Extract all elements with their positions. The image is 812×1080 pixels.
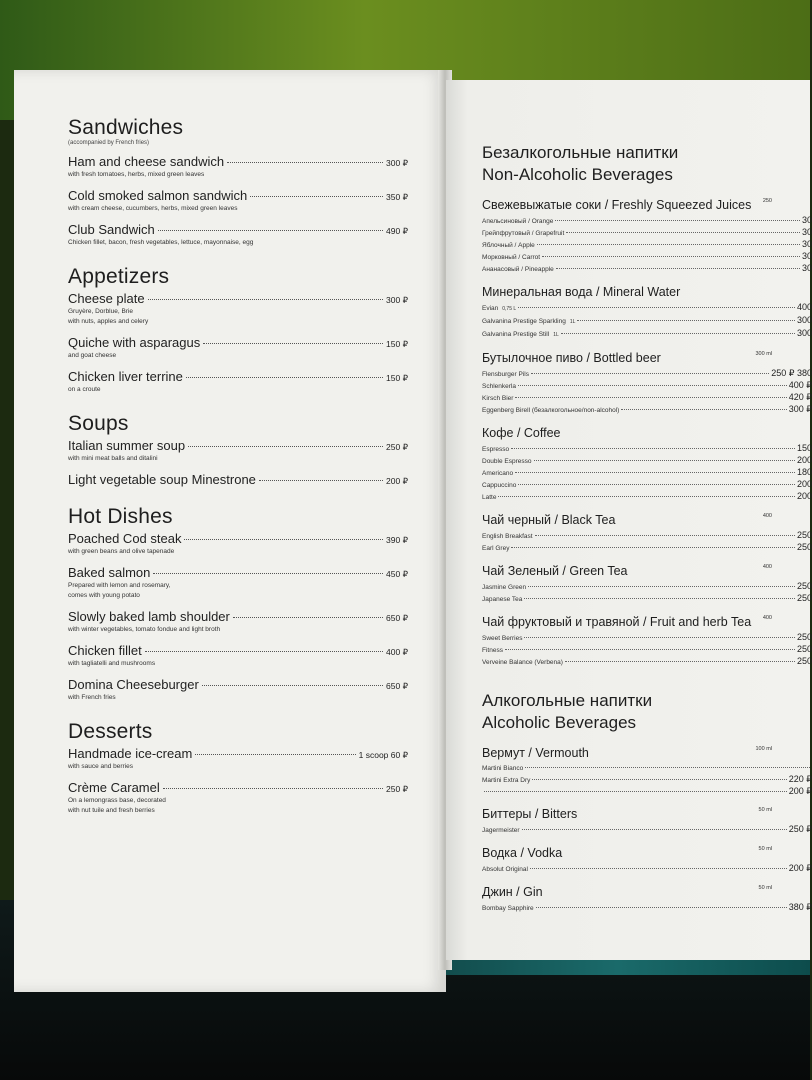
menu-item-description: with French fries	[68, 694, 116, 701]
drink-section	[482, 285, 812, 341]
drink-section-title	[482, 807, 812, 821]
menu-item-description: with fresh tomatoes, herbs, mixed green leaves	[68, 171, 205, 178]
dot-leader	[515, 472, 795, 473]
drink-item-price: 150	[796, 443, 812, 453]
menu-item-name: Poached Cod steak	[68, 531, 182, 546]
dot-leader	[524, 637, 795, 638]
drink-section-name: Чай фруктовый и травяной / Fruit and herb Tea	[482, 615, 752, 629]
menu-item-price: 350 ₽	[386, 192, 408, 202]
dot-leader	[566, 232, 800, 233]
drink-section-name: Водка / Vodka	[482, 846, 563, 860]
drink-item	[482, 542, 812, 554]
drink-item-name: Kirsch Bier	[482, 395, 514, 402]
drink-item	[482, 774, 812, 786]
dot-leader	[561, 333, 795, 334]
drink-item-volume: 1L	[569, 319, 576, 325]
menu-item	[68, 335, 408, 360]
menu-item-price: 250 ₽	[386, 442, 408, 452]
section-title: Appetizers	[68, 265, 170, 288]
dot-leader	[577, 320, 795, 321]
menu-item	[68, 746, 408, 771]
menu-item-description: with sauce and berries	[68, 763, 134, 770]
menu-item-name: Quiche with asparagus	[68, 335, 201, 350]
drink-section-title	[482, 885, 812, 899]
drink-item-price: 250 ₽	[788, 824, 812, 834]
drink-item-name: Galvanina Prestige Sparkling	[482, 318, 566, 325]
drink-item-name: Double Espresso	[482, 458, 532, 465]
food-menu	[68, 116, 408, 833]
menu-item-row	[68, 222, 408, 237]
dot-leader	[542, 256, 800, 257]
section-title: Soups	[68, 412, 129, 435]
alcoholic-sections	[482, 746, 812, 914]
menu-item-row	[68, 746, 408, 761]
drink-item	[482, 491, 812, 503]
menu-item-row	[68, 643, 408, 658]
drink-item-name: Bombay Sapphire	[482, 905, 534, 912]
menu-item-price: 650 ₽	[386, 681, 408, 691]
drink-item-price: 400 ₽	[788, 380, 812, 390]
drink-section-name: Кофе / Coffee	[482, 426, 561, 440]
drink-item-name: Martini Bianco	[482, 765, 524, 772]
drink-item	[482, 763, 812, 774]
dot-leader	[227, 162, 383, 163]
section-note: (accompanied by French fries)	[68, 140, 150, 146]
drink-item	[482, 530, 812, 542]
drink-item-price: 30	[801, 215, 812, 225]
non-alcoholic-title-en: Non-Alcoholic Beverages	[482, 165, 673, 184]
menu-section	[68, 116, 408, 247]
drink-item-volume: 0,75 L	[502, 306, 517, 312]
menu-item-row	[68, 335, 408, 350]
drink-item-price: 250	[796, 581, 812, 591]
menu-section	[68, 265, 408, 394]
alcoholic-title-ru: Алкогольные напитки	[482, 691, 653, 710]
drink-item-price: 400	[796, 302, 812, 312]
drink-item-name: Flensburger Pils	[482, 371, 529, 378]
drink-item-price: 30	[801, 263, 812, 273]
drink-item-price: 30	[801, 227, 812, 237]
menu-item	[68, 438, 408, 463]
menu-item-row	[68, 780, 408, 795]
drink-section-volume: 250	[762, 198, 772, 204]
drink-item	[482, 581, 812, 593]
drink-item-price: 200	[796, 479, 812, 489]
drink-item	[482, 302, 812, 315]
drink-item-name: Martini Extra Dry	[482, 777, 531, 784]
menu-item-price: 250 ₽	[386, 784, 408, 794]
drink-section-volume: 100 ml	[755, 746, 772, 752]
drink-item-price: 250 ₽ 380	[771, 368, 812, 378]
menu-item-row	[68, 677, 408, 692]
menu-item-description: on a croute	[68, 386, 101, 393]
dot-leader	[184, 539, 383, 540]
menu-item-name: Slowly baked lamb shoulder	[68, 609, 230, 624]
drink-section-name: Чай черный / Black Tea	[482, 513, 616, 527]
menu-item-price: 450 ₽	[386, 569, 408, 579]
drink-item-name: Fitness	[482, 647, 503, 654]
dot-leader	[518, 307, 795, 308]
alcoholic-header	[482, 690, 812, 734]
menu-item	[68, 154, 408, 179]
drink-item	[482, 251, 812, 263]
beverage-menu	[482, 132, 812, 924]
drink-section-name: Биттеры / Bitters	[482, 807, 578, 821]
drink-item-price: 300	[796, 328, 812, 338]
drink-item-price: 250	[796, 593, 812, 603]
drink-section-title	[482, 285, 812, 299]
dot-leader	[505, 649, 795, 650]
drink-item	[482, 644, 812, 656]
drink-section	[482, 198, 812, 275]
drink-section-name: Чай Зеленый / Green Tea	[482, 564, 628, 578]
section-title: Hot Dishes	[68, 505, 173, 528]
non-alcoholic-header	[482, 142, 812, 186]
dot-leader	[525, 767, 810, 768]
drink-item	[482, 863, 812, 875]
dot-leader	[484, 791, 787, 792]
drink-section	[482, 746, 812, 797]
drink-section-title	[482, 846, 812, 860]
drink-item	[482, 656, 812, 668]
drink-section-volume: 50 ml	[758, 807, 772, 813]
dot-leader	[250, 196, 383, 197]
section-title: Sandwiches	[68, 116, 184, 139]
drink-item	[482, 315, 812, 328]
dot-leader	[233, 617, 383, 618]
menu-section	[68, 720, 408, 815]
drink-section	[482, 807, 812, 836]
drink-item-price: 30	[801, 251, 812, 261]
dot-leader	[511, 448, 795, 449]
drink-section-name: Бутылочное пиво / Bottled beer	[482, 351, 661, 365]
menu-item-description: Prepared with lemon and rosemary,	[68, 582, 171, 589]
drink-item-price: 30	[801, 239, 812, 249]
drink-item	[482, 368, 812, 380]
menu-section	[68, 505, 408, 702]
drink-item-price: 200	[796, 455, 812, 465]
drink-item-name: Verveine Balance (Verbena)	[482, 659, 563, 666]
dot-leader	[203, 343, 383, 344]
drink-section	[482, 615, 812, 668]
drink-item-price: 200	[796, 491, 812, 501]
menu-item-price: 150 ₽	[386, 339, 408, 349]
menu-item-price: 150 ₽	[386, 373, 408, 383]
menu-item-row	[68, 531, 408, 546]
dot-leader	[555, 220, 800, 221]
menu-item-name: Chicken fillet	[68, 643, 142, 658]
menu-section	[68, 412, 408, 487]
drink-item-name: Апельсиновый / Orange	[482, 218, 554, 225]
menu-item-name: Cold smoked salmon sandwich	[68, 188, 248, 203]
drink-section-name: Вермут / Vermouth	[482, 746, 589, 760]
menu-item	[68, 565, 408, 600]
drink-section-title	[482, 351, 812, 365]
drink-item-name: Cappuccino	[482, 482, 517, 489]
non-alcoholic-title-ru: Безалкогольные напитки	[482, 143, 679, 162]
menu-item-row	[68, 154, 408, 169]
dot-leader	[188, 446, 383, 447]
menu-item-name: Club Sandwich	[68, 222, 155, 237]
drink-item	[482, 443, 812, 455]
menu-item	[68, 472, 408, 487]
drink-item-price: 200 ₽	[788, 786, 812, 796]
drink-section-volume: 400	[762, 513, 772, 519]
menu-item-description: with nut tuile and fresh berries	[68, 807, 155, 814]
dot-leader	[195, 754, 355, 755]
dot-leader	[511, 547, 795, 548]
drink-item-price: 200 ₽	[788, 863, 812, 873]
menu-item-description: comes with young potato	[68, 592, 140, 599]
menu-item-name: Baked salmon	[68, 565, 151, 580]
drink-item-price: 300 ₽	[788, 404, 812, 414]
drink-item	[482, 902, 812, 914]
drink-item	[482, 215, 812, 227]
drink-item	[482, 467, 812, 479]
menu-item-row	[68, 291, 408, 306]
dot-leader	[537, 244, 800, 245]
drink-item-name: Latte	[482, 494, 497, 501]
dot-leader	[621, 409, 786, 410]
drink-item-price: 250	[796, 542, 812, 552]
menu-item-name: Domina Cheeseburger	[68, 677, 199, 692]
dot-leader	[158, 230, 383, 231]
drink-section-volume: 400	[762, 615, 772, 621]
menu-item-row	[68, 472, 408, 487]
drink-item-name: Sweet Berries	[482, 635, 523, 642]
drink-item-name: Galvanina Prestige Still	[482, 331, 550, 338]
menu-item	[68, 531, 408, 556]
menu-item-description: Gruyère, Dorblue, Brie	[68, 308, 134, 315]
dot-leader	[536, 907, 787, 908]
dot-leader	[498, 496, 795, 497]
menu-item	[68, 643, 408, 668]
drink-item-name: Japanese Tea	[482, 596, 523, 603]
menu-item-name: Ham and cheese sandwich	[68, 154, 225, 169]
drink-section-title	[482, 615, 812, 629]
drink-item-name: Evian	[482, 305, 499, 312]
menu-item-price: 390 ₽	[386, 535, 408, 545]
menu-item-name: Handmade ice-cream	[68, 746, 193, 761]
alcoholic-title-en: Alcoholic Beverages	[482, 713, 637, 732]
menu-item-name: Crème Caramel	[68, 780, 160, 795]
dot-leader	[518, 484, 795, 485]
dot-leader	[534, 460, 795, 461]
drink-section-title	[482, 513, 812, 527]
menu-item-row	[68, 609, 408, 624]
drink-section	[482, 351, 812, 416]
menu-item-description: with green beans and olive tapenade	[68, 548, 175, 555]
drink-item	[482, 392, 812, 404]
dot-leader	[202, 685, 383, 686]
drink-item-name: Eggenberg Birell (безалкогольное/non-alcohol)	[482, 407, 620, 414]
drink-section	[482, 426, 812, 503]
drink-item-price: 250	[796, 656, 812, 666]
menu-item-description: with winter vegetables, tomato fondue and light broth	[68, 626, 221, 633]
drink-item-name: Americano	[482, 470, 514, 477]
dot-leader	[518, 385, 787, 386]
drink-section	[482, 846, 812, 875]
menu-item-price: 650 ₽	[386, 613, 408, 623]
drink-section-name: Джин / Gin	[482, 885, 543, 899]
dot-leader	[556, 268, 800, 269]
menu-item	[68, 222, 408, 247]
drink-item-price: 250	[796, 632, 812, 642]
drink-item-name: Jagermeister	[482, 827, 520, 834]
menu-item-price: 300 ₽	[386, 158, 408, 168]
drink-section-volume: 50 ml	[758, 885, 772, 891]
menu-item-price: 200 ₽	[386, 476, 408, 486]
drink-item-price: 180	[796, 467, 812, 477]
drink-item-volume: 1L	[553, 332, 559, 338]
dot-leader	[153, 573, 383, 574]
menu-item-row	[68, 369, 408, 384]
drink-item	[482, 455, 812, 467]
menu-item-description: with mini meat balls and ditalini	[68, 455, 158, 462]
menu-item	[68, 188, 408, 213]
dot-leader	[530, 868, 787, 869]
dot-leader	[145, 651, 383, 652]
drink-item-name: Морковный / Carrot	[482, 254, 541, 261]
dot-leader	[148, 299, 383, 300]
drink-section-volume: 300 ml	[755, 351, 772, 357]
drink-item-name: Jasmine Green	[482, 584, 527, 591]
menu-item-description: with tagliatelli and mushrooms	[68, 660, 156, 667]
menu-item	[68, 780, 408, 815]
drink-item	[482, 632, 812, 644]
section-title: Desserts	[68, 720, 153, 743]
menu-item-description: with nuts, apples and celery	[68, 318, 149, 325]
menu-item	[68, 291, 408, 326]
drink-item-name: Яблочный / Apple	[482, 242, 535, 249]
drink-section-name: Свежевыжатые соки / Freshly Squeezed Juices	[482, 198, 752, 212]
menu-item	[68, 609, 408, 634]
menu-item	[68, 677, 408, 702]
drink-item-name: Schlenkerla	[482, 383, 516, 390]
dot-leader	[522, 829, 787, 830]
drink-section	[482, 885, 812, 914]
dot-leader	[515, 397, 786, 398]
drink-section-title	[482, 426, 812, 440]
drink-item-price: 380 ₽	[788, 902, 812, 912]
menu-item-name: Chicken liver terrine	[68, 369, 183, 384]
menu-item-name: Light vegetable soup Minestrone	[68, 472, 256, 487]
drink-section-title	[482, 198, 812, 212]
menu-item-description: On a lemongrass base, decorated	[68, 797, 166, 804]
drink-item	[482, 263, 812, 275]
dot-leader	[186, 377, 383, 378]
menu-item-price: 490 ₽	[386, 226, 408, 236]
drink-section-name: Минеральная вода / Mineral Water	[482, 285, 681, 299]
drink-item	[482, 239, 812, 251]
menu-item-description: Chicken fillet, bacon, fresh vegetables, lettuce, mayonnaise, egg	[68, 239, 254, 246]
menu-item-price: 300 ₽	[386, 295, 408, 305]
drink-section	[482, 564, 812, 605]
dot-leader	[524, 598, 795, 599]
dot-leader	[565, 661, 795, 662]
drink-item-price: 300	[796, 315, 812, 325]
menu-item-price: 1 scoop 60 ₽	[358, 750, 408, 760]
drink-item-name: Earl Grey	[482, 545, 510, 552]
drink-item-name: Грейпфрутовый / Grapefruit	[482, 230, 565, 237]
dot-leader	[163, 788, 383, 789]
drink-item	[482, 404, 812, 416]
menu-item-row	[68, 438, 408, 453]
drink-item	[482, 824, 812, 836]
dot-leader	[532, 779, 786, 780]
menu-item-name: Cheese plate	[68, 291, 145, 306]
drink-item	[482, 328, 812, 341]
menu-item-description: and goat cheese	[68, 352, 117, 359]
drink-section-volume: 50 ml	[758, 846, 772, 852]
dot-leader	[528, 586, 795, 587]
drink-item-name: Ананасовый / Pineapple	[482, 266, 554, 273]
menu-item-name: Italian summer soup	[68, 438, 186, 453]
drink-item	[482, 380, 812, 392]
dot-leader	[531, 373, 769, 374]
drink-item-price: 220 ₽	[788, 774, 812, 784]
drink-item	[482, 593, 812, 605]
drink-section-title	[482, 746, 812, 760]
drink-section-volume: 400	[762, 564, 772, 570]
drink-item	[482, 227, 812, 239]
drink-item	[482, 479, 812, 491]
drink-item-name: Absolut Original	[482, 866, 528, 873]
drink-item-name: English Breakfast	[482, 533, 533, 540]
menu-item	[68, 369, 408, 394]
drink-section	[482, 513, 812, 554]
drink-section-title	[482, 564, 812, 578]
menu-item-description: with cream cheese, cucumbers, herbs, mixed green leaves	[68, 205, 238, 212]
menu-item-row	[68, 565, 408, 580]
drink-item-price: 420 ₽	[788, 392, 812, 402]
menu-item-row	[68, 188, 408, 203]
drink-item-price: 250	[796, 644, 812, 654]
dot-leader	[535, 535, 795, 536]
non-alcoholic-sections	[482, 198, 812, 668]
drink-item-price: 250	[796, 530, 812, 540]
drink-item-name: Espresso	[482, 446, 510, 453]
dot-leader	[259, 480, 383, 481]
drink-item	[482, 786, 812, 797]
menu-item-price: 400 ₽	[386, 647, 408, 657]
